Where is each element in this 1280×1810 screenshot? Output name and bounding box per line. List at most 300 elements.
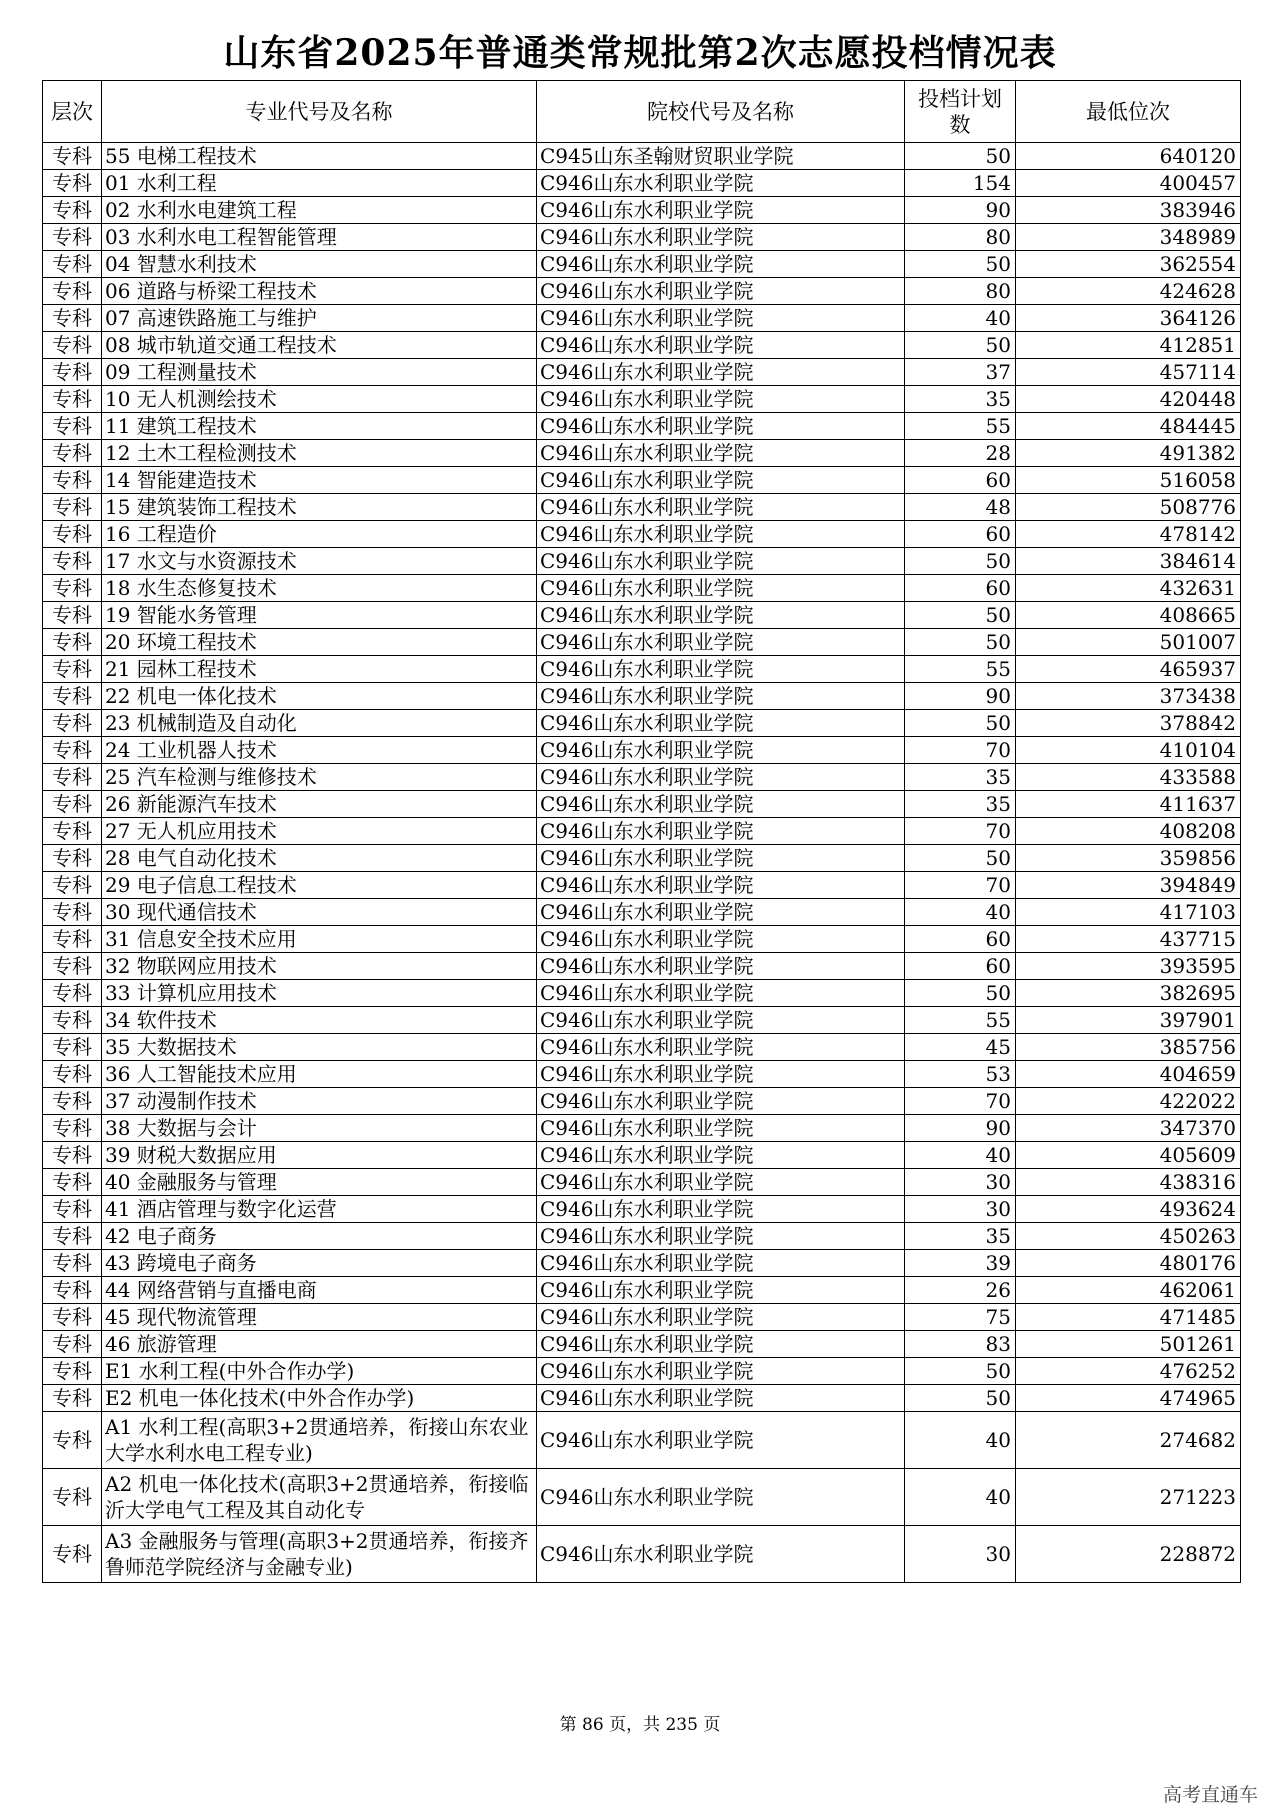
cell-school: C946山东水利职业学院	[537, 197, 905, 224]
cell-major: 36 人工智能技术应用	[102, 1061, 537, 1088]
cell-min-rank: 474965	[1016, 1385, 1241, 1412]
cell-major: 25 汽车检测与维修技术	[102, 764, 537, 791]
cell-major: 55 电梯工程技术	[102, 143, 537, 170]
table-row	[43, 521, 1241, 548]
cell-min-rank: 408665	[1016, 602, 1241, 629]
cell-school: C946山东水利职业学院	[537, 737, 905, 764]
cell-plan: 28	[905, 440, 1016, 467]
cell-major: 19 智能水务管理	[102, 602, 537, 629]
cell-school: C946山东水利职业学院	[537, 413, 905, 440]
cell-major: 46 旅游管理	[102, 1331, 537, 1358]
table-row	[43, 1088, 1241, 1115]
cell-level: 专科	[43, 332, 102, 359]
cell-school: C946山东水利职业学院	[537, 845, 905, 872]
cell-school: C946山东水利职业学院	[537, 1469, 905, 1526]
cell-level: 专科	[43, 170, 102, 197]
cell-level: 专科	[43, 1277, 102, 1304]
cell-plan: 50	[905, 548, 1016, 575]
cell-min-rank: 508776	[1016, 494, 1241, 521]
cell-major: 35 大数据技术	[102, 1034, 537, 1061]
cell-major: 21 园林工程技术	[102, 656, 537, 683]
cell-major: 28 电气自动化技术	[102, 845, 537, 872]
table-row	[43, 1331, 1241, 1358]
cell-min-rank: 404659	[1016, 1061, 1241, 1088]
cell-plan: 50	[905, 710, 1016, 737]
cell-plan: 80	[905, 278, 1016, 305]
cell-plan: 50	[905, 980, 1016, 1007]
table-row	[43, 224, 1241, 251]
cell-level: 专科	[43, 440, 102, 467]
cell-plan: 60	[905, 467, 1016, 494]
cell-major: 29 电子信息工程技术	[102, 872, 537, 899]
cell-plan: 60	[905, 953, 1016, 980]
cell-school: C946山东水利职业学院	[537, 1526, 905, 1583]
cell-plan: 30	[905, 1196, 1016, 1223]
cell-major: 03 水利水电工程智能管理	[102, 224, 537, 251]
cell-min-rank: 364126	[1016, 305, 1241, 332]
cell-school: C946山东水利职业学院	[537, 1088, 905, 1115]
cell-major: 30 现代通信技术	[102, 899, 537, 926]
table-row	[43, 440, 1241, 467]
cell-min-rank: 465937	[1016, 656, 1241, 683]
cell-min-rank: 471485	[1016, 1304, 1241, 1331]
cell-major: 01 水利工程	[102, 170, 537, 197]
cell-min-rank: 420448	[1016, 386, 1241, 413]
cell-school: C946山东水利职业学院	[537, 548, 905, 575]
cell-plan: 80	[905, 224, 1016, 251]
cell-major: 12 土木工程检测技术	[102, 440, 537, 467]
cell-plan: 37	[905, 359, 1016, 386]
cell-level: 专科	[43, 1250, 102, 1277]
cell-min-rank: 424628	[1016, 278, 1241, 305]
cell-plan: 40	[905, 1469, 1016, 1526]
cell-school: C946山东水利职业学院	[537, 872, 905, 899]
cell-level: 专科	[43, 764, 102, 791]
cell-major: E2 机电一体化技术(中外合作办学)	[102, 1385, 537, 1412]
table-row	[43, 1358, 1241, 1385]
cell-plan: 26	[905, 1277, 1016, 1304]
cell-min-rank: 516058	[1016, 467, 1241, 494]
page-title: 山东省2025年普通类常规批第2次志愿投档情况表	[223, 32, 1057, 74]
cell-school: C946山东水利职业学院	[537, 1169, 905, 1196]
cell-school: C946山东水利职业学院	[537, 1358, 905, 1385]
cell-school: C946山东水利职业学院	[537, 980, 905, 1007]
table-row	[43, 845, 1241, 872]
table-row	[43, 737, 1241, 764]
table-row	[43, 197, 1241, 224]
cell-level: 专科	[43, 1034, 102, 1061]
cell-plan: 39	[905, 1250, 1016, 1277]
table-row	[43, 413, 1241, 440]
cell-min-rank: 347370	[1016, 1115, 1241, 1142]
cell-min-rank: 476252	[1016, 1358, 1241, 1385]
table-row	[43, 278, 1241, 305]
cell-level: 专科	[43, 1412, 102, 1469]
cell-plan: 35	[905, 764, 1016, 791]
cell-min-rank: 480176	[1016, 1250, 1241, 1277]
cell-plan: 70	[905, 872, 1016, 899]
cell-level: 专科	[43, 251, 102, 278]
cell-plan: 50	[905, 1385, 1016, 1412]
cell-min-rank: 394849	[1016, 872, 1241, 899]
cell-min-rank: 397901	[1016, 1007, 1241, 1034]
cell-min-rank: 412851	[1016, 332, 1241, 359]
table-row	[43, 926, 1241, 953]
cell-level: 专科	[43, 737, 102, 764]
cell-school: C946山东水利职业学院	[537, 386, 905, 413]
cell-plan: 60	[905, 521, 1016, 548]
cell-school: C946山东水利职业学院	[537, 818, 905, 845]
cell-school: C946山东水利职业学院	[537, 710, 905, 737]
cell-level: 专科	[43, 1007, 102, 1034]
cell-plan: 50	[905, 602, 1016, 629]
cell-school: C946山东水利职业学院	[537, 251, 905, 278]
cell-level: 专科	[43, 575, 102, 602]
cell-level: 专科	[43, 629, 102, 656]
table-row	[43, 683, 1241, 710]
page-footer: 第 86 页，共 235 页	[559, 1715, 721, 1735]
cell-min-rank: 362554	[1016, 251, 1241, 278]
cell-major: 20 环境工程技术	[102, 629, 537, 656]
cell-plan: 75	[905, 1304, 1016, 1331]
cell-min-rank: 405609	[1016, 1142, 1241, 1169]
table-row	[43, 602, 1241, 629]
table-row	[43, 1250, 1241, 1277]
cell-major: 22 机电一体化技术	[102, 683, 537, 710]
cell-school: C946山东水利职业学院	[537, 278, 905, 305]
cell-min-rank: 493624	[1016, 1196, 1241, 1223]
cell-plan: 50	[905, 1358, 1016, 1385]
cell-min-rank: 501007	[1016, 629, 1241, 656]
table-row	[43, 494, 1241, 521]
cell-level: 专科	[43, 656, 102, 683]
cell-school: C946山东水利职业学院	[537, 602, 905, 629]
cell-min-rank: 438316	[1016, 1169, 1241, 1196]
cell-school: C946山东水利职业学院	[537, 791, 905, 818]
cell-level: 专科	[43, 305, 102, 332]
cell-min-rank: 373438	[1016, 683, 1241, 710]
cell-major: A1 水利工程(高职3+2贯通培养，衔接山东农业大学水利水电工程专业)	[102, 1412, 537, 1469]
cell-level: 专科	[43, 1223, 102, 1250]
cell-min-rank: 462061	[1016, 1277, 1241, 1304]
cell-major: 17 水文与水资源技术	[102, 548, 537, 575]
cell-min-rank: 640120	[1016, 143, 1241, 170]
cell-school: C946山东水利职业学院	[537, 1142, 905, 1169]
cell-level: 专科	[43, 413, 102, 440]
admission-table	[42, 80, 1241, 1583]
cell-major: E1 水利工程(中外合作办学)	[102, 1358, 537, 1385]
cell-major: 06 道路与桥梁工程技术	[102, 278, 537, 305]
cell-min-rank: 501261	[1016, 1331, 1241, 1358]
cell-school: C946山东水利职业学院	[537, 305, 905, 332]
cell-major: 32 物联网应用技术	[102, 953, 537, 980]
cell-level: 专科	[43, 386, 102, 413]
table-row	[43, 1007, 1241, 1034]
cell-plan: 40	[905, 305, 1016, 332]
table-row	[43, 1142, 1241, 1169]
cell-level: 专科	[43, 1196, 102, 1223]
cell-plan: 154	[905, 170, 1016, 197]
cell-plan: 40	[905, 1412, 1016, 1469]
cell-min-rank: 484445	[1016, 413, 1241, 440]
cell-school: C946山东水利职业学院	[537, 575, 905, 602]
cell-school: C946山东水利职业学院	[537, 1277, 905, 1304]
cell-min-rank: 384614	[1016, 548, 1241, 575]
cell-plan: 55	[905, 413, 1016, 440]
table-row	[43, 980, 1241, 1007]
cell-min-rank: 433588	[1016, 764, 1241, 791]
cell-level: 专科	[43, 1304, 102, 1331]
cell-plan: 40	[905, 1142, 1016, 1169]
cell-plan: 55	[905, 1007, 1016, 1034]
table-row	[43, 575, 1241, 602]
table-row	[43, 1469, 1241, 1526]
cell-min-rank: 271223	[1016, 1469, 1241, 1526]
cell-major: 43 跨境电子商务	[102, 1250, 537, 1277]
cell-level: 专科	[43, 143, 102, 170]
table-row	[43, 1196, 1241, 1223]
cell-min-rank: 228872	[1016, 1526, 1241, 1583]
cell-major: 34 软件技术	[102, 1007, 537, 1034]
cell-level: 专科	[43, 1142, 102, 1169]
cell-major: 42 电子商务	[102, 1223, 537, 1250]
cell-school: C946山东水利职业学院	[537, 899, 905, 926]
cell-level: 专科	[43, 899, 102, 926]
cell-level: 专科	[43, 521, 102, 548]
cell-level: 专科	[43, 872, 102, 899]
cell-plan: 45	[905, 1034, 1016, 1061]
cell-level: 专科	[43, 467, 102, 494]
table-row	[43, 170, 1241, 197]
cell-major: 41 酒店管理与数字化运营	[102, 1196, 537, 1223]
cell-major: 14 智能建造技术	[102, 467, 537, 494]
cell-min-rank: 411637	[1016, 791, 1241, 818]
cell-min-rank: 274682	[1016, 1412, 1241, 1469]
cell-school: C946山东水利职业学院	[537, 1061, 905, 1088]
table-row	[43, 899, 1241, 926]
cell-plan: 50	[905, 143, 1016, 170]
cell-plan: 70	[905, 737, 1016, 764]
cell-school: C946山东水利职业学院	[537, 1304, 905, 1331]
cell-min-rank: 437715	[1016, 926, 1241, 953]
cell-school: C946山东水利职业学院	[537, 953, 905, 980]
table-row	[43, 629, 1241, 656]
cell-major: 26 新能源汽车技术	[102, 791, 537, 818]
cell-plan: 55	[905, 656, 1016, 683]
header-min-rank: 最低位次	[1016, 81, 1241, 143]
watermark: 高考直通车	[1162, 1784, 1258, 1806]
cell-major: 37 动漫制作技术	[102, 1088, 537, 1115]
cell-major: 15 建筑装饰工程技术	[102, 494, 537, 521]
cell-level: 专科	[43, 224, 102, 251]
cell-level: 专科	[43, 710, 102, 737]
table-row	[43, 818, 1241, 845]
header-major: 专业代号及名称	[102, 81, 537, 143]
table-row	[43, 1115, 1241, 1142]
cell-school: C946山东水利职业学院	[537, 1250, 905, 1277]
cell-plan: 70	[905, 1088, 1016, 1115]
cell-min-rank: 410104	[1016, 737, 1241, 764]
cell-plan: 35	[905, 1223, 1016, 1250]
table-row	[43, 1277, 1241, 1304]
cell-min-rank: 382695	[1016, 980, 1241, 1007]
cell-plan: 83	[905, 1331, 1016, 1358]
cell-school: C946山东水利职业学院	[537, 1331, 905, 1358]
cell-plan: 40	[905, 899, 1016, 926]
cell-level: 专科	[43, 1115, 102, 1142]
cell-level: 专科	[43, 197, 102, 224]
cell-level: 专科	[43, 1469, 102, 1526]
cell-major: 40 金融服务与管理	[102, 1169, 537, 1196]
cell-min-rank: 383946	[1016, 197, 1241, 224]
table-row	[43, 1169, 1241, 1196]
cell-level: 专科	[43, 845, 102, 872]
cell-min-rank: 417103	[1016, 899, 1241, 926]
cell-school: C946山东水利职业学院	[537, 629, 905, 656]
cell-major: 09 工程测量技术	[102, 359, 537, 386]
cell-min-rank: 393595	[1016, 953, 1241, 980]
cell-min-rank: 491382	[1016, 440, 1241, 467]
cell-school: C946山东水利职业学院	[537, 332, 905, 359]
cell-min-rank: 432631	[1016, 575, 1241, 602]
cell-level: 专科	[43, 818, 102, 845]
cell-school: C946山东水利职业学院	[537, 359, 905, 386]
cell-min-rank: 385756	[1016, 1034, 1241, 1061]
cell-level: 专科	[43, 1331, 102, 1358]
table-row	[43, 359, 1241, 386]
cell-major: 27 无人机应用技术	[102, 818, 537, 845]
cell-school: C946山东水利职业学院	[537, 1385, 905, 1412]
cell-level: 专科	[43, 953, 102, 980]
table-row	[43, 1304, 1241, 1331]
table-row	[43, 791, 1241, 818]
cell-plan: 90	[905, 683, 1016, 710]
cell-school: C946山东水利职业学院	[537, 1007, 905, 1034]
cell-school: C946山东水利职业学院	[537, 521, 905, 548]
cell-level: 专科	[43, 926, 102, 953]
table-row	[43, 1526, 1241, 1583]
cell-plan: 53	[905, 1061, 1016, 1088]
cell-plan: 30	[905, 1169, 1016, 1196]
cell-school: C946山东水利职业学院	[537, 1034, 905, 1061]
cell-min-rank: 348989	[1016, 224, 1241, 251]
cell-school: C946山东水利职业学院	[537, 1196, 905, 1223]
cell-major: 31 信息安全技术应用	[102, 926, 537, 953]
cell-major: 24 工业机器人技术	[102, 737, 537, 764]
table-row	[43, 1412, 1241, 1469]
cell-level: 专科	[43, 1088, 102, 1115]
cell-min-rank: 422022	[1016, 1088, 1241, 1115]
cell-major: 16 工程造价	[102, 521, 537, 548]
cell-min-rank: 378842	[1016, 710, 1241, 737]
cell-major: 07 高速铁路施工与维护	[102, 305, 537, 332]
cell-school: C946山东水利职业学院	[537, 467, 905, 494]
table-row	[43, 764, 1241, 791]
cell-min-rank: 400457	[1016, 170, 1241, 197]
header-school: 院校代号及名称	[537, 81, 905, 143]
cell-level: 专科	[43, 980, 102, 1007]
cell-major: 04 智慧水利技术	[102, 251, 537, 278]
cell-level: 专科	[43, 1526, 102, 1583]
cell-level: 专科	[43, 494, 102, 521]
table-row	[43, 332, 1241, 359]
cell-school: C946山东水利职业学院	[537, 656, 905, 683]
cell-school: C946山东水利职业学院	[537, 440, 905, 467]
table-row	[43, 1223, 1241, 1250]
cell-major: 33 计算机应用技术	[102, 980, 537, 1007]
cell-school: C946山东水利职业学院	[537, 683, 905, 710]
cell-school: C946山东水利职业学院	[537, 926, 905, 953]
cell-level: 专科	[43, 602, 102, 629]
cell-level: 专科	[43, 1385, 102, 1412]
cell-major: 02 水利水电建筑工程	[102, 197, 537, 224]
cell-min-rank: 457114	[1016, 359, 1241, 386]
cell-level: 专科	[43, 683, 102, 710]
header-plan: 投档计划数	[905, 81, 1016, 143]
cell-min-rank: 450263	[1016, 1223, 1241, 1250]
cell-level: 专科	[43, 1169, 102, 1196]
cell-level: 专科	[43, 1358, 102, 1385]
cell-plan: 30	[905, 1526, 1016, 1583]
table-row	[43, 710, 1241, 737]
cell-major: 10 无人机测绘技术	[102, 386, 537, 413]
cell-major: 08 城市轨道交通工程技术	[102, 332, 537, 359]
cell-level: 专科	[43, 548, 102, 575]
cell-school: C946山东水利职业学院	[537, 1115, 905, 1142]
cell-school: C946山东水利职业学院	[537, 494, 905, 521]
cell-plan: 50	[905, 629, 1016, 656]
table-row	[43, 143, 1241, 170]
cell-plan: 50	[905, 251, 1016, 278]
table-row	[43, 386, 1241, 413]
cell-plan: 60	[905, 926, 1016, 953]
cell-plan: 90	[905, 197, 1016, 224]
cell-min-rank: 478142	[1016, 521, 1241, 548]
cell-major: 44 网络营销与直播电商	[102, 1277, 537, 1304]
cell-major: A2 机电一体化技术(高职3+2贯通培养，衔接临沂大学电气工程及其自动化专	[102, 1469, 537, 1526]
table-row	[43, 1061, 1241, 1088]
cell-school: C946山东水利职业学院	[537, 1223, 905, 1250]
cell-level: 专科	[43, 1061, 102, 1088]
cell-plan: 50	[905, 332, 1016, 359]
cell-plan: 35	[905, 386, 1016, 413]
cell-plan: 60	[905, 575, 1016, 602]
table-header-row	[43, 81, 1241, 143]
cell-min-rank: 359856	[1016, 845, 1241, 872]
table-row	[43, 251, 1241, 278]
cell-major: 38 大数据与会计	[102, 1115, 537, 1142]
cell-plan: 48	[905, 494, 1016, 521]
cell-school: C946山东水利职业学院	[537, 224, 905, 251]
table-row	[43, 872, 1241, 899]
cell-major: A3 金融服务与管理(高职3+2贯通培养，衔接齐鲁师范学院经济与金融专业)	[102, 1526, 537, 1583]
cell-level: 专科	[43, 791, 102, 818]
cell-school: C946山东水利职业学院	[537, 170, 905, 197]
cell-major: 39 财税大数据应用	[102, 1142, 537, 1169]
table-row	[43, 548, 1241, 575]
table-row	[43, 1385, 1241, 1412]
table-row	[43, 305, 1241, 332]
table-row	[43, 656, 1241, 683]
cell-level: 专科	[43, 278, 102, 305]
header-level: 层次	[43, 81, 102, 143]
cell-major: 23 机械制造及自动化	[102, 710, 537, 737]
cell-plan: 50	[905, 845, 1016, 872]
cell-school: C945山东圣翰财贸职业学院	[537, 143, 905, 170]
cell-plan: 90	[905, 1115, 1016, 1142]
cell-level: 专科	[43, 359, 102, 386]
cell-major: 11 建筑工程技术	[102, 413, 537, 440]
